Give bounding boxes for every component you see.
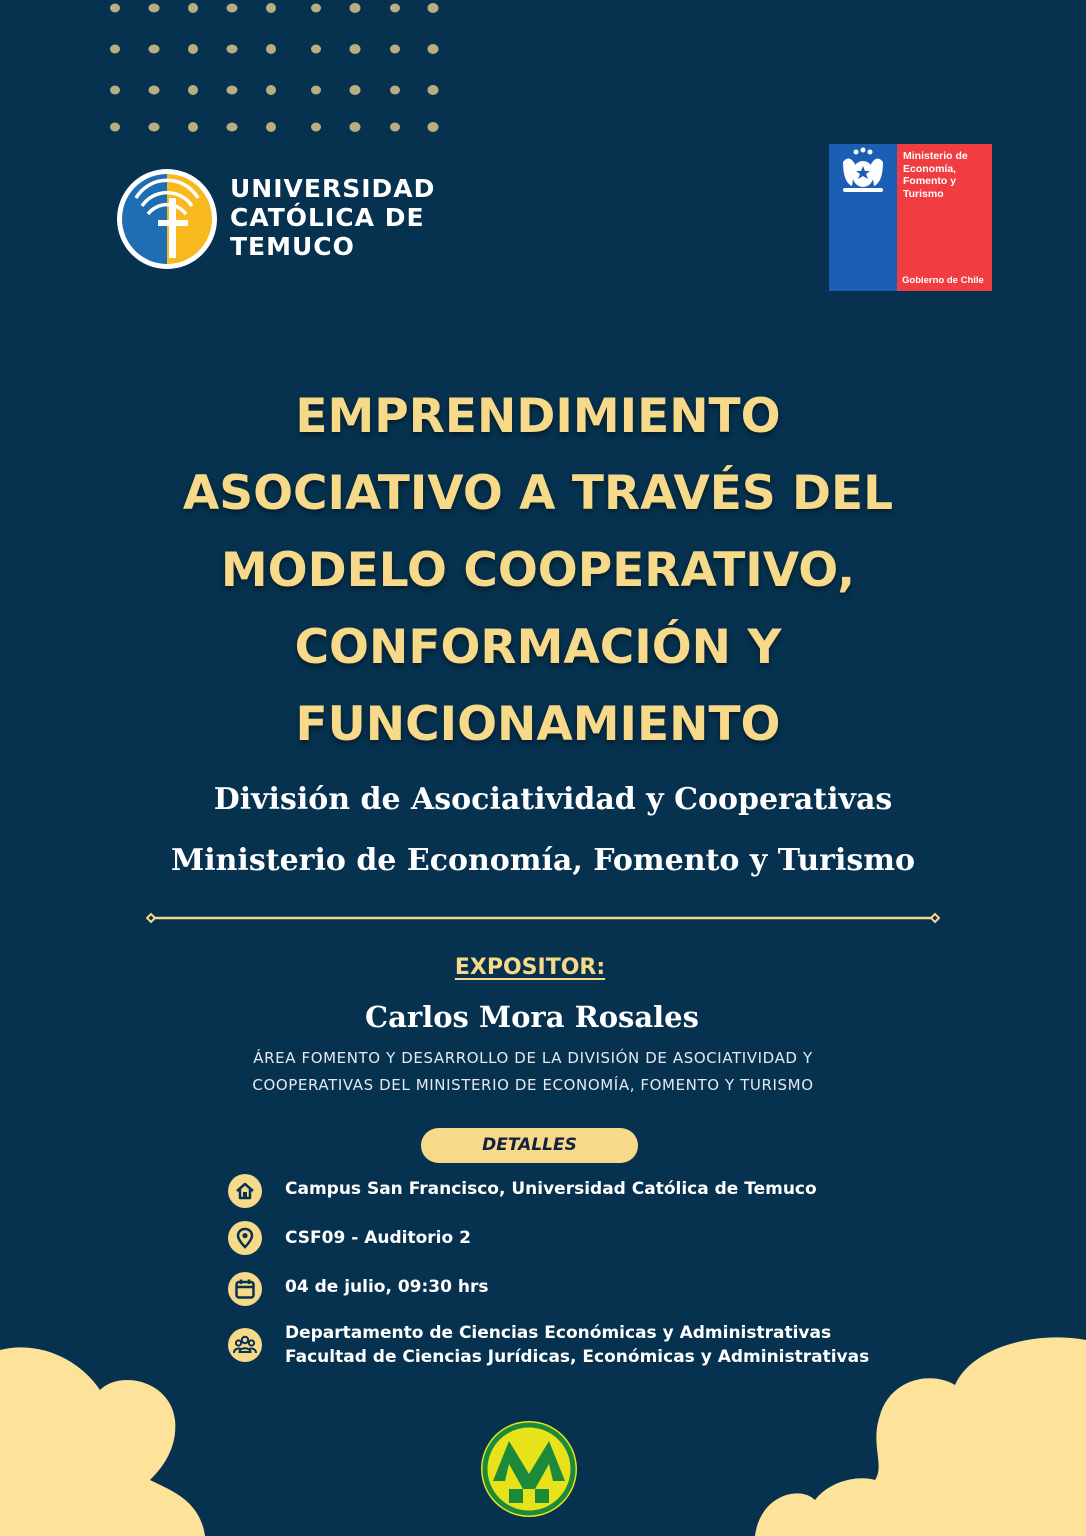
expositor-role-line: ÁREA FOMENTO Y DESARROLLO DE LA DIVISIÓN DE ASOCIATIVIDAD Y	[253, 1049, 813, 1067]
expositor-name: Carlos Mora Rosales	[365, 1000, 699, 1034]
expositor-role-line: COOPERATIVAS DEL MINISTERIO DE ECONOMÍA, FOMENTO Y TURISMO	[252, 1076, 814, 1094]
organizer-logo	[479, 1419, 579, 1519]
detail-organizer-line: Facultad de Ciencias Jurídicas, Económicas y Administrativas	[285, 1347, 870, 1367]
chile-coat-of-arms-icon	[829, 144, 897, 204]
ministry-full-name: Ministerio de Economía, Fomento y Turismo	[171, 843, 915, 878]
location-pin-icon	[228, 1221, 262, 1255]
ministry-name-line: Ministerio de	[903, 150, 968, 162]
ministry-name-line: Fomento y	[903, 175, 957, 187]
government-label: Gobierno de Chile	[902, 275, 984, 286]
calendar-icon	[228, 1272, 262, 1306]
event-title-line: ASOCIATIVO A TRAVÉS DEL	[182, 466, 894, 521]
section-divider	[146, 909, 940, 927]
university-name-line: TEMUCO	[230, 232, 355, 261]
home-icon	[228, 1174, 262, 1208]
ministry-name-line: Turismo	[903, 187, 944, 200]
event-title-line: CONFORMACIÓN Y	[294, 620, 782, 675]
event-title-line: EMPRENDIMIENTO	[295, 389, 781, 444]
university-logo	[116, 168, 218, 270]
dot-pattern-decoration	[108, 0, 448, 140]
university-name-line: CATÓLICA DE	[230, 203, 425, 232]
event-title-line: MODELO COOPERATIVO,	[220, 543, 856, 598]
ministry-name	[903, 150, 991, 200]
university-name	[230, 174, 435, 261]
expositor-label: EXPOSITOR:	[454, 955, 606, 980]
event-title-line: FUNCIONAMIENTO	[295, 697, 781, 752]
ministry-logo-blue-panel	[829, 144, 897, 291]
university-name-line: UNIVERSIDAD	[230, 174, 436, 203]
detail-organizer-line: Departamento de Ciencias Económicas y Administrativas	[285, 1323, 832, 1343]
ministry-name-line: Economía,	[903, 162, 957, 175]
ministry-logo	[829, 144, 992, 291]
event-title	[60, 378, 1016, 763]
detail-room: CSF09 - Auditorio 2	[285, 1228, 471, 1248]
detail-campus: Campus San Francisco, Universidad Católica de Temuco	[285, 1179, 817, 1199]
expositor-role	[0, 1045, 1066, 1099]
details-label: DETALLES	[421, 1128, 638, 1163]
division-name: División de Asociatividad y Cooperativas	[213, 782, 893, 817]
detail-date: 04 de julio, 09:30 hrs	[285, 1277, 489, 1297]
